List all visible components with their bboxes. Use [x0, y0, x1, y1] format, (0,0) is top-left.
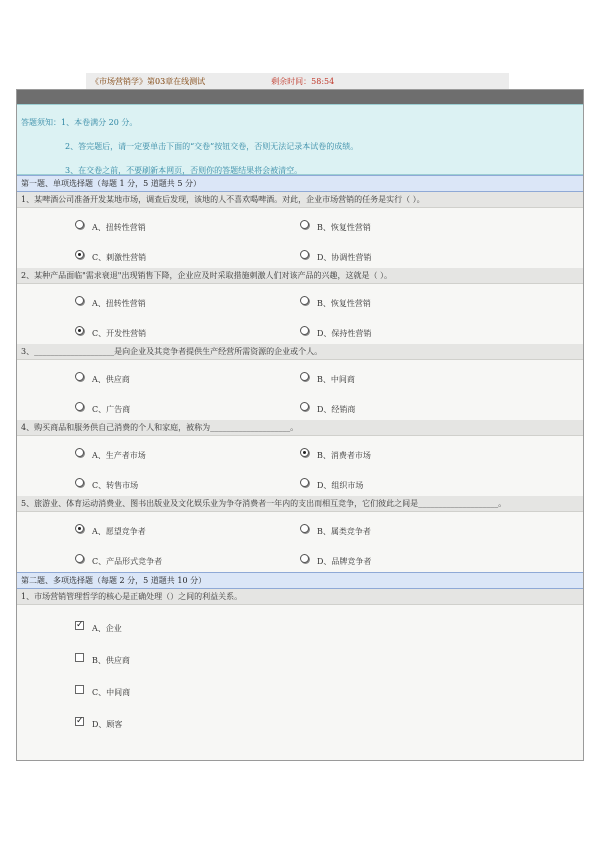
question-2-text: 2、某种产品面临"需求衰退"出现销售下降，企业应及时采取措施刺激人们对该产品的兴趣，这就是（ ）。	[17, 268, 583, 284]
checkbox-checked[interactable]: ✓	[76, 716, 84, 726]
q4-option-b[interactable]: B、消费者市场	[300, 446, 371, 457]
radio-button[interactable]	[300, 250, 309, 259]
radio-button[interactable]	[300, 326, 309, 335]
radio-button-selected[interactable]	[75, 326, 84, 335]
multi-question-1	[17, 589, 583, 735]
radio-button[interactable]	[300, 554, 309, 563]
q5-option-c[interactable]: C、产品形式竞争者	[75, 552, 162, 563]
q1-option-c[interactable]: C、刺激性营销	[75, 248, 146, 259]
question-2	[17, 268, 583, 344]
q3-option-a[interactable]: A、供应商	[75, 370, 130, 381]
q5-option-d[interactable]: D、品牌竞争者	[300, 552, 371, 563]
instruction-line-1: 答题须知：1、本卷满分 20 分。	[21, 118, 138, 127]
question-1-text: 1、某啤酒公司准备开发某地市场，调查后发现，该地的人不喜欢喝啤酒。对此，企业市场营销的任务是实行（ ）。	[17, 192, 583, 208]
question-5-text: 5、旅游业、体育运动消费业、图书出版业及文化娱乐业为争夺消费者一年内的支出而相互竞争，它们彼此之间是____________________。	[17, 496, 583, 512]
radio-button[interactable]	[75, 296, 84, 305]
question-3-text: 3、____________________是向企业及其竞争者提供生产经营所需资源的企业或个人。	[17, 344, 583, 360]
q1-option-a[interactable]: A、扭转性营销	[75, 218, 146, 229]
exam-panel	[16, 89, 584, 761]
question-3	[17, 344, 583, 420]
question-4-text: 4、购买商品和服务供自己消费的个人和家庭，被称为____________________。	[17, 420, 583, 436]
radio-button-selected[interactable]	[75, 524, 84, 533]
multi-question-1-text: 1、市场营销管理哲学的核心是正确处理（）之间的利益关系。	[17, 589, 583, 605]
q3-option-c[interactable]: C、广告商	[75, 400, 130, 411]
question-4	[17, 420, 583, 496]
section-single-choice-header: 第一题、单项选择题（每题 1 分，5 道题共 5 分）	[17, 175, 583, 192]
q5-option-b[interactable]: B、属类竞争者	[300, 522, 371, 533]
q5-option-a[interactable]: A、愿望竞争者	[75, 522, 146, 533]
section-multiple-choice-header: 第二题、多项选择题（每题 2 分，5 道题共 10 分）	[17, 572, 583, 589]
q2-option-a[interactable]: A、扭转性营销	[75, 294, 146, 305]
q4-option-a[interactable]: A、生产者市场	[75, 446, 146, 457]
q1-option-b[interactable]: B、恢复性营销	[300, 218, 371, 229]
radio-button[interactable]	[75, 448, 84, 457]
radio-button[interactable]	[75, 478, 84, 487]
test-title: 《市场营销学》第03章在线测试	[91, 76, 206, 86]
q1-option-d[interactable]: D、协调性营销	[300, 248, 371, 259]
question-1	[17, 192, 583, 268]
radio-button[interactable]	[75, 372, 84, 381]
q2-option-d[interactable]: D、保持性营销	[300, 324, 371, 335]
radio-button[interactable]	[75, 402, 84, 411]
test-header-bar	[86, 73, 509, 89]
radio-button[interactable]	[300, 296, 309, 305]
checkbox-checked[interactable]: ✓	[76, 620, 84, 630]
instruction-line-3: 3、在交卷之前，不要刷新本网页，否则你的答题结果将会被清空。	[65, 166, 303, 175]
mq1-option-b[interactable]: B、供应商	[75, 651, 130, 662]
radio-button[interactable]	[75, 554, 84, 563]
radio-button[interactable]	[300, 524, 309, 533]
mq1-option-a[interactable]: ✓ A、企业	[76, 620, 122, 633]
radio-button-selected[interactable]	[300, 448, 309, 457]
instructions-box	[17, 104, 583, 175]
mq1-option-c[interactable]: C、中间商	[75, 683, 130, 694]
radio-button-selected[interactable]	[75, 250, 84, 259]
radio-button[interactable]	[300, 372, 309, 381]
radio-button[interactable]	[300, 402, 309, 411]
radio-button[interactable]	[75, 220, 84, 229]
question-5	[17, 496, 583, 572]
q4-option-d[interactable]: D、组织市场	[300, 476, 363, 487]
q4-option-c[interactable]: C、转售市场	[75, 476, 138, 487]
panel-top-bar	[17, 90, 583, 104]
radio-button[interactable]	[300, 478, 309, 487]
radio-button[interactable]	[300, 220, 309, 229]
countdown-timer: 剩余时间：58:54	[271, 76, 335, 86]
checkbox[interactable]	[75, 685, 84, 694]
q2-option-c[interactable]: C、开发性营销	[75, 324, 146, 335]
q3-option-d[interactable]: D、经销商	[300, 400, 355, 411]
q3-option-b[interactable]: B、中间商	[300, 370, 355, 381]
mq1-option-d[interactable]: ✓ D、顾客	[76, 716, 123, 729]
q2-option-b[interactable]: B、恢复性营销	[300, 294, 371, 305]
instruction-line-2: 2、答完题后，请一定要单击下面的“交卷”按钮交卷，否则无法记录本试卷的成绩。	[65, 142, 359, 151]
checkbox[interactable]	[75, 653, 84, 662]
